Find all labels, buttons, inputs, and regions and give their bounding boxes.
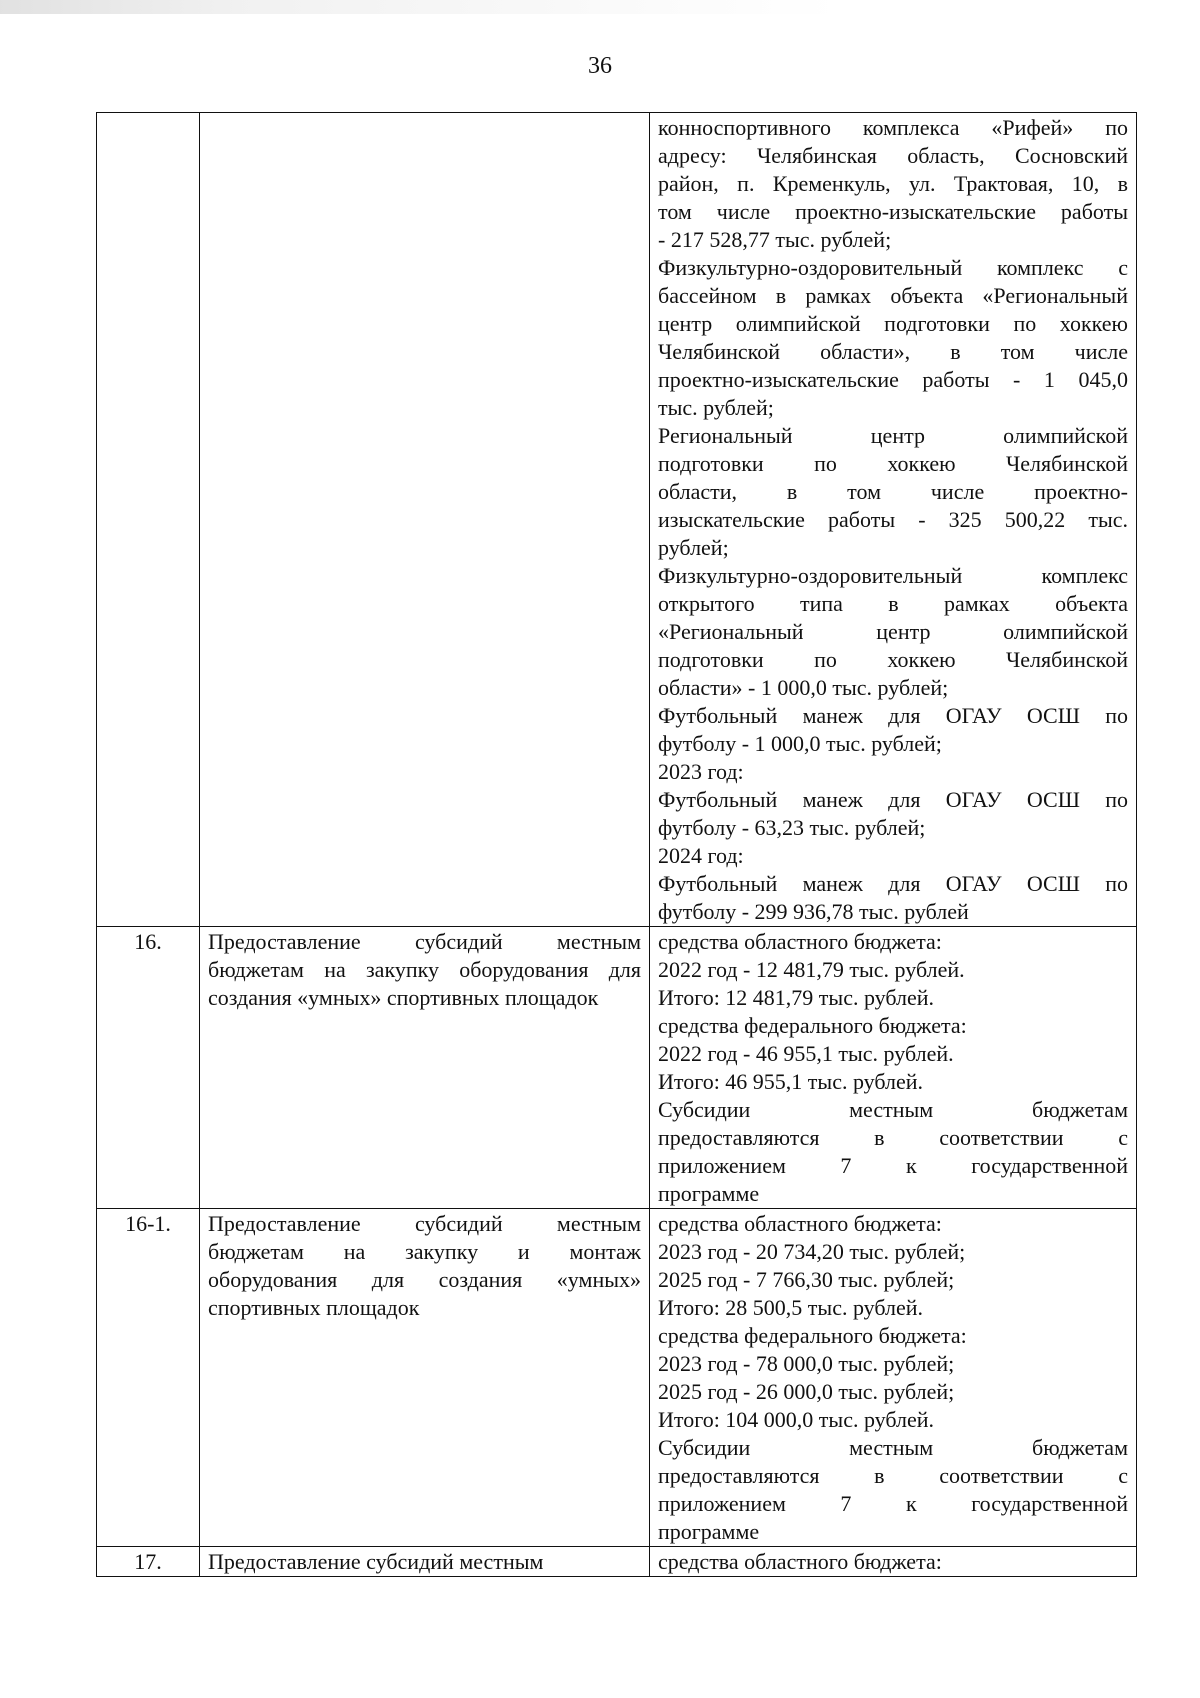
funding-line: средства областного бюджета:: [658, 929, 942, 954]
row-number-cell: [97, 1209, 200, 1547]
funding-line: Итого: 12 481,79 тыс. рублей.: [658, 985, 935, 1010]
funding-line: предоставляются в соответствии с: [658, 1463, 1128, 1488]
measure-name-line: Предоставление субсидий местным: [208, 1211, 641, 1236]
table-row: [97, 927, 1137, 1209]
funding-line: Футбольный манеж для ОГАУ ОСШ по: [658, 871, 1128, 896]
funding-line: футболу - 299 936,78 тыс. рублей: [658, 899, 969, 924]
funding-line: изыскательские работы - 325 500,22 тыс.: [658, 507, 1128, 532]
scan-edge-artifact: [0, 0, 1200, 14]
funding-line: 2022 год - 12 481,79 тыс. рублей.: [658, 957, 965, 982]
measure-name-line: бюджетам на закупку и монтаж: [208, 1239, 641, 1264]
row-number: 16.: [134, 929, 162, 954]
funding-line: Футбольный манеж для ОГАУ ОСШ по: [658, 787, 1128, 812]
measure-name-line: спортивных площадок: [208, 1295, 420, 1320]
funding-line: бассейном в рамках объекта «Региональный: [658, 283, 1128, 308]
table-row: [97, 1547, 1137, 1577]
funding-line: открытого типа в рамках объекта: [658, 591, 1128, 616]
funding-line: - 217 528,77 тыс. рублей;: [658, 227, 892, 252]
measure-name-line: создания «умных» спортивных площадок: [208, 985, 599, 1010]
row-number-cell: [97, 927, 200, 1209]
measure-name-cell: [200, 113, 650, 927]
funding-line: 2025 год - 7 766,30 тыс. рублей;: [658, 1267, 955, 1292]
funding-line: конноспортивного комплекса «Рифей» по: [658, 115, 1128, 140]
funding-line: Физкультурно-оздоровительный комплекс: [658, 563, 1128, 588]
funding-line: Футбольный манеж для ОГАУ ОСШ по: [658, 703, 1128, 728]
funding-line: район, п. Кременкуль, ул. Трактовая, 10, в: [658, 171, 1128, 196]
funding-line: 2024 год:: [658, 843, 744, 868]
funding-line: подготовки по хоккею Челябинской: [658, 451, 1128, 476]
funding-line: приложением 7 к государственной: [658, 1491, 1128, 1516]
table-row: [97, 1209, 1137, 1547]
funding-line: 2023 год - 20 734,20 тыс. рублей;: [658, 1239, 966, 1264]
funding-cell: [650, 113, 1137, 927]
funding-line: Физкультурно-оздоровительный комплекс с: [658, 255, 1128, 280]
funding-line: области» - 1 000,0 тыс. рублей;: [658, 675, 949, 700]
funding-line: средства областного бюджета:: [658, 1549, 942, 1574]
row-number-cell: [97, 113, 200, 927]
funding-line: Итого: 28 500,5 тыс. рублей.: [658, 1295, 924, 1320]
funding-cell: [650, 927, 1137, 1209]
row-number: 17.: [134, 1549, 162, 1574]
funding-line: Субсидии местным бюджетам: [658, 1097, 1128, 1122]
funding-line: Субсидии местным бюджетам: [658, 1435, 1128, 1460]
funding-line: 2023 год:: [658, 759, 744, 784]
funding-line: тыс. рублей;: [658, 395, 774, 420]
measure-name-line: Предоставление субсидий местным: [208, 929, 641, 954]
table-row: [97, 113, 1137, 927]
funding-line: «Региональный центр олимпийской: [658, 619, 1128, 644]
funding-line: 2023 год - 78 000,0 тыс. рублей;: [658, 1351, 955, 1376]
funding-line: том числе проектно-изыскательские работы: [658, 199, 1128, 224]
measure-name-line: Предоставление субсидий местным: [208, 1549, 544, 1574]
program-measures-table: [96, 112, 1137, 1577]
funding-line: средства федерального бюджета:: [658, 1013, 967, 1038]
funding-line: рублей;: [658, 535, 729, 560]
funding-cell: [650, 1209, 1137, 1547]
funding-line: футболу - 63,23 тыс. рублей;: [658, 815, 926, 840]
page-number: 36: [588, 53, 612, 79]
funding-line: Итого: 104 000,0 тыс. рублей.: [658, 1407, 935, 1432]
funding-line: области, в том числе проектно-: [658, 479, 1128, 504]
funding-line: Региональный центр олимпийской: [658, 423, 1128, 448]
funding-line: Челябинской области», в том числе: [658, 339, 1128, 364]
funding-line: Итого: 46 955,1 тыс. рублей.: [658, 1069, 924, 1094]
measure-name-cell: [200, 1547, 650, 1577]
funding-line: футболу - 1 000,0 тыс. рублей;: [658, 731, 942, 756]
row-number: 16-1.: [125, 1211, 171, 1236]
funding-line: предоставляются в соответствии с: [658, 1125, 1128, 1150]
funding-cell: [650, 1547, 1137, 1577]
measure-name-cell: [200, 1209, 650, 1547]
funding-line: программе: [658, 1519, 760, 1544]
funding-line: проектно-изыскательские работы - 1 045,0: [658, 367, 1128, 392]
measure-name-line: оборудования для создания «умных»: [208, 1267, 641, 1292]
funding-line: программе: [658, 1181, 760, 1206]
funding-line: адресу: Челябинская область, Сосновский: [658, 143, 1128, 168]
funding-line: центр олимпийской подготовки по хоккею: [658, 311, 1128, 336]
row-number-cell: [97, 1547, 200, 1577]
funding-line: подготовки по хоккею Челябинской: [658, 647, 1128, 672]
funding-line: средства областного бюджета:: [658, 1211, 942, 1236]
funding-line: средства федерального бюджета:: [658, 1323, 967, 1348]
measure-name-cell: [200, 927, 650, 1209]
table-body: [97, 113, 1137, 1577]
funding-line: приложением 7 к государственной: [658, 1153, 1128, 1178]
measure-name-line: бюджетам на закупку оборудования для: [208, 957, 641, 982]
funding-line: 2022 год - 46 955,1 тыс. рублей.: [658, 1041, 954, 1066]
funding-line: 2025 год - 26 000,0 тыс. рублей;: [658, 1379, 955, 1404]
